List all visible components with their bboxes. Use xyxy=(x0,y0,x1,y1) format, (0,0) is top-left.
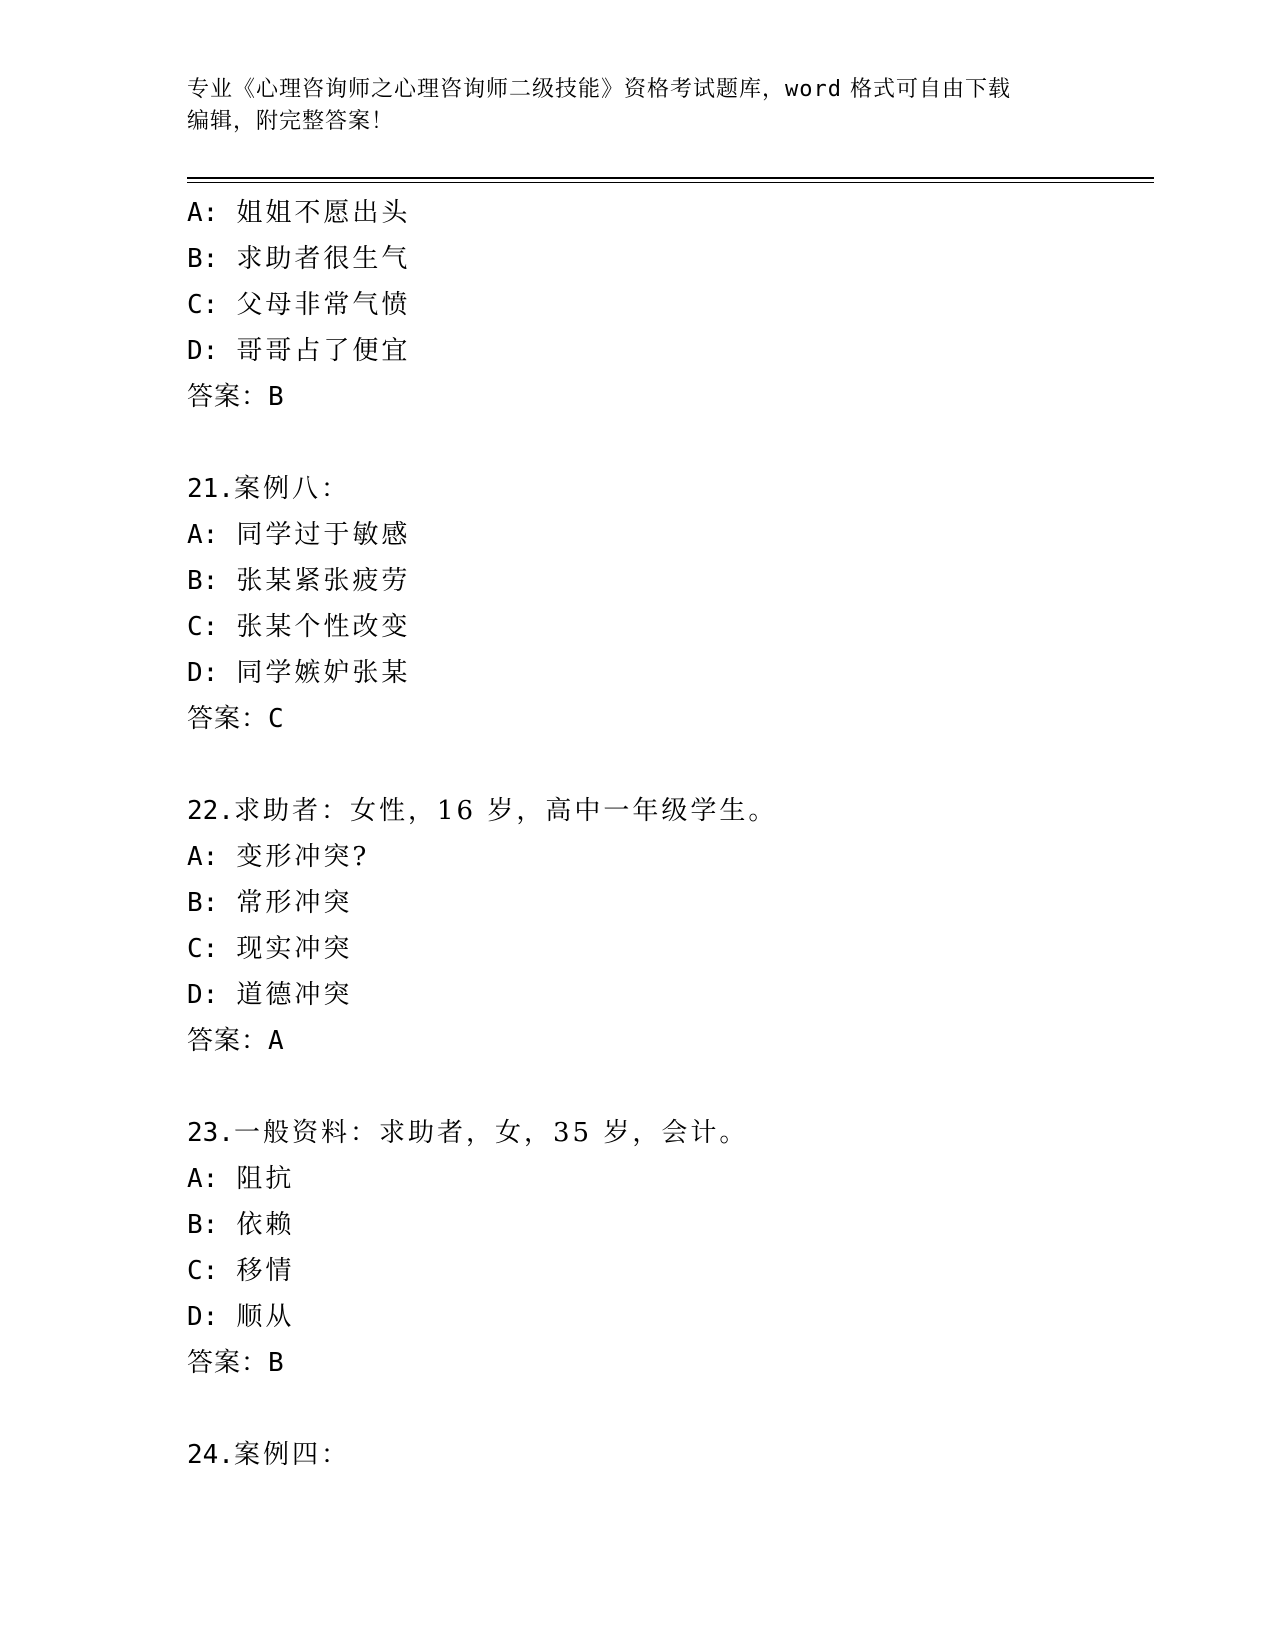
option-text: 变形冲突? xyxy=(236,842,370,872)
answer-line xyxy=(187,1018,1147,1064)
option-text: 同学过于敏感 xyxy=(236,520,411,550)
option-key: A: xyxy=(187,198,219,228)
answer-line xyxy=(187,1340,1147,1386)
header-text-b: word xyxy=(785,77,842,102)
question-text: 一般资料：求助者，女，35 岁，会计。 xyxy=(233,1118,749,1148)
option-text: 哥哥占了便宜 xyxy=(236,336,411,366)
option-a xyxy=(187,190,1147,236)
question-block xyxy=(187,1432,1147,1478)
option-c xyxy=(187,282,1147,328)
question-number: 22. xyxy=(187,796,234,826)
option-key: B: xyxy=(187,566,219,596)
option-text: 顺从 xyxy=(236,1302,295,1332)
option-b xyxy=(187,236,1147,282)
option-key: A: xyxy=(187,520,219,550)
question-list xyxy=(187,190,1147,1478)
option-c xyxy=(187,1248,1147,1294)
question-block xyxy=(187,788,1147,1064)
answer-label: 答案： xyxy=(187,382,269,412)
option-key: A: xyxy=(187,1164,219,1194)
option-b xyxy=(187,880,1147,926)
option-c xyxy=(187,926,1147,972)
answer-label: 答案： xyxy=(187,1026,269,1056)
question-stem xyxy=(187,466,1147,512)
question-stem xyxy=(187,1110,1147,1156)
header-divider-thin xyxy=(187,182,1154,183)
option-key: C: xyxy=(187,612,219,642)
option-key: C: xyxy=(187,934,219,964)
option-key: C: xyxy=(187,290,219,320)
option-d xyxy=(187,328,1147,374)
question-text: 案例四： xyxy=(233,1440,350,1470)
option-text: 阻抗 xyxy=(236,1164,295,1194)
option-text: 同学嫉妒张某 xyxy=(236,658,411,688)
option-text: 求助者很生气 xyxy=(236,244,411,274)
option-text: 依赖 xyxy=(236,1210,295,1240)
answer-label: 答案： xyxy=(187,1348,269,1378)
option-c xyxy=(187,604,1147,650)
option-a xyxy=(187,512,1147,558)
option-key: D: xyxy=(187,980,219,1010)
answer-value: B xyxy=(268,382,285,412)
option-a xyxy=(187,834,1147,880)
option-key: A: xyxy=(187,842,219,872)
header-text-c: 格式可自由下载 xyxy=(850,77,1012,102)
option-a xyxy=(187,1156,1147,1202)
option-text: 姐姐不愿出头 xyxy=(236,198,411,228)
answer-value: C xyxy=(268,704,285,734)
option-text: 父母非常气愤 xyxy=(236,290,411,320)
document-header xyxy=(187,74,1087,138)
question-number: 23. xyxy=(187,1118,234,1148)
option-text: 张某紧张疲劳 xyxy=(236,566,411,596)
answer-value: B xyxy=(268,1348,285,1378)
option-b xyxy=(187,558,1147,604)
header-line-2: 编辑，附完整答案！ xyxy=(187,109,395,134)
answer-line xyxy=(187,374,1147,420)
question-stem xyxy=(187,788,1147,834)
option-d xyxy=(187,1294,1147,1340)
option-text: 常形冲突 xyxy=(236,888,353,918)
question-block xyxy=(187,1110,1147,1386)
option-b xyxy=(187,1202,1147,1248)
option-key: D: xyxy=(187,658,219,688)
option-text: 移情 xyxy=(236,1256,295,1286)
option-text: 道德冲突 xyxy=(236,980,353,1010)
question-number: 24. xyxy=(187,1440,234,1470)
option-text: 张某个性改变 xyxy=(236,612,411,642)
option-key: D: xyxy=(187,1302,219,1332)
question-number: 21. xyxy=(187,474,234,504)
header-line-1 xyxy=(187,74,1087,106)
header-divider-thick xyxy=(187,177,1154,179)
answer-line xyxy=(187,696,1147,742)
option-key: B: xyxy=(187,244,219,274)
option-key: B: xyxy=(187,888,219,918)
question-block xyxy=(187,466,1147,742)
option-d xyxy=(187,650,1147,696)
answer-label: 答案： xyxy=(187,704,269,734)
option-key: C: xyxy=(187,1256,219,1286)
question-text: 案例八： xyxy=(233,474,350,504)
header-text-a: 专业《心理咨询师之心理咨询师二级技能》资格考试题库， xyxy=(187,77,786,102)
question-text: 求助者：女性，16 岁，高中一年级学生。 xyxy=(233,796,778,826)
option-key: B: xyxy=(187,1210,219,1240)
option-key: D: xyxy=(187,336,219,366)
question-stem xyxy=(187,1432,1147,1478)
option-text: 现实冲突 xyxy=(236,934,353,964)
answer-value: A xyxy=(268,1026,285,1056)
question-block xyxy=(187,190,1147,420)
option-d xyxy=(187,972,1147,1018)
